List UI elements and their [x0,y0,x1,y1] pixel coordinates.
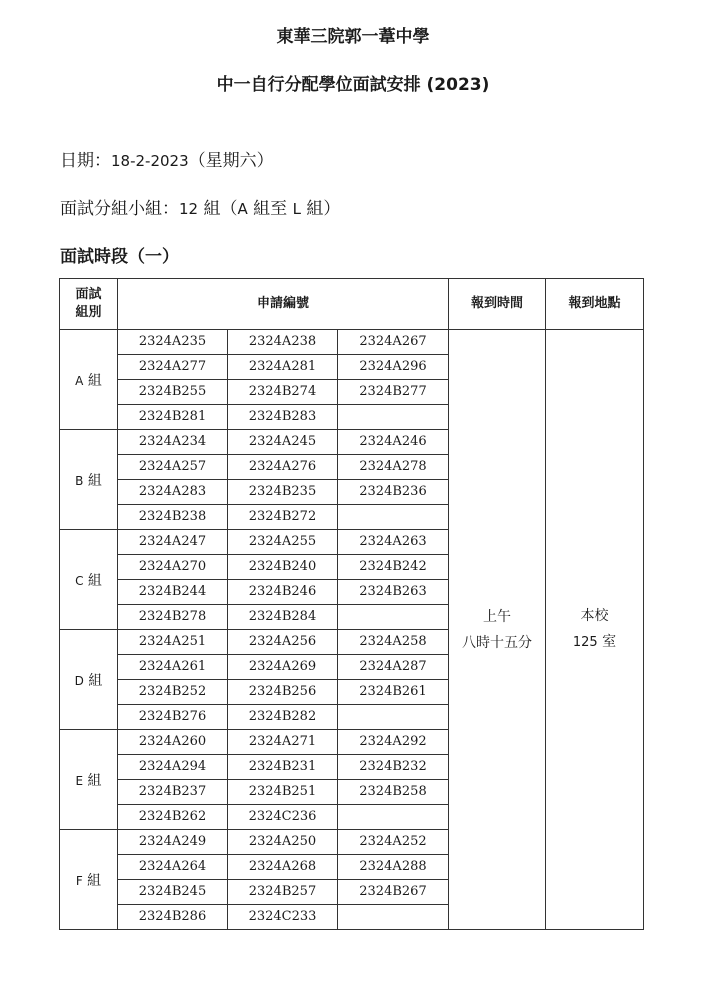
application-number-cell: 2324A260 [118,730,228,755]
application-number-cell: 2324A268 [228,855,338,880]
application-number-cell: 2324C236 [228,805,338,830]
group-cell [60,630,118,730]
document-subtitle: 中一自行分配學位面試安排 (2023) [216,75,490,95]
application-number-cell: 2324A249 [118,830,228,855]
groups-end: 組） [300,199,341,219]
application-number-cell: 2324B252 [118,680,228,705]
report-place-room-number: 125 [572,635,598,650]
application-number-cell: 2324A246 [338,430,449,455]
application-number-cell [338,505,449,530]
group-suffix: 組 [83,672,103,689]
application-number-cell: 2324B231 [228,755,338,780]
application-number-cell: 2324A269 [228,655,338,680]
application-number-cell: 2324A267 [338,330,449,355]
application-number-cell [338,905,449,930]
application-number-cell: 2324B267 [338,880,449,905]
application-number-cell: 2324A263 [338,530,449,555]
application-number-cell: 2324B238 [118,505,228,530]
group-letter: D [74,673,84,688]
application-number-cell: 2324A277 [118,355,228,380]
application-number-cell: 2324A294 [118,755,228,780]
application-number-cell [338,805,449,830]
group-cell [60,430,118,530]
application-number-cell [338,605,449,630]
application-number-cell: 2324A257 [118,455,228,480]
application-number-cell: 2324B232 [338,755,449,780]
application-number-cell: 2324B276 [118,705,228,730]
application-number-cell [338,405,449,430]
header-group: 面試 組別 [60,279,118,330]
application-number-cell: 2324A238 [228,330,338,355]
group-suffix: 組 [83,572,102,589]
application-number-cell: 2324A235 [118,330,228,355]
date-weekday: （星期六） [188,151,274,171]
application-number-cell: 2324B251 [228,780,338,805]
application-number-cell: 2324B286 [118,905,228,930]
report-time-line2: 八時十五分 [462,634,532,651]
group-letter: E [75,773,84,788]
report-place-line1: 本校 [580,608,609,624]
header-application-number: 申請編號 [118,279,449,330]
application-number-cell: 2324A281 [228,355,338,380]
report-place-room-suffix: 室 [597,634,617,650]
application-number-cell: 2324A247 [118,530,228,555]
application-number-cell: 2324A288 [338,855,449,880]
application-number-cell: 2324A270 [118,555,228,580]
session-title: 面試時段（一） [60,247,179,267]
header-report-place: 報到地點 [546,279,644,330]
application-number-cell: 2324B245 [118,880,228,905]
application-number-cell: 2324B255 [118,380,228,405]
application-number-cell: 2324A251 [118,630,228,655]
group-suffix: 組 [82,872,102,889]
table-header-row [60,279,644,330]
application-number-cell: 2324B283 [228,405,338,430]
date-value: 18-2-2023 [111,152,189,170]
group-suffix: 組 [83,472,102,489]
table-body [60,330,644,930]
application-number-cell: 2324B244 [118,580,228,605]
application-number-cell: 2324A264 [118,855,228,880]
group-cell [60,330,118,430]
report-place-cell [546,330,644,930]
application-number-cell: 2324C233 [228,905,338,930]
application-number-cell: 2324A278 [338,455,449,480]
groups-range-end: L [292,200,301,218]
application-number-cell: 2324B242 [338,555,449,580]
application-number-cell: 2324A261 [118,655,228,680]
application-number-cell: 2324A245 [228,430,338,455]
application-number-cell: 2324B240 [228,555,338,580]
application-number-cell: 2324B258 [338,780,449,805]
application-number-cell: 2324A258 [338,630,449,655]
date-line [60,146,274,171]
groups-suffix: 組（ [198,199,238,219]
application-number-cell: 2324A283 [118,480,228,505]
interview-table [59,278,644,930]
group-suffix: 組 [83,372,102,389]
application-number-cell: 2324B262 [118,805,228,830]
table-row [60,330,644,355]
application-number-cell: 2324B236 [338,480,449,505]
application-number-cell: 2324A271 [228,730,338,755]
application-number-cell: 2324B235 [228,480,338,505]
application-number-cell: 2324B256 [228,680,338,705]
document-title: 東華三院郭一葦中學 [276,27,430,47]
report-time-line1: 上午 [483,608,511,625]
group-letter: A [75,373,84,388]
application-number-cell: 2324A292 [338,730,449,755]
application-number-cell [338,705,449,730]
application-number-cell: 2324B274 [228,380,338,405]
application-number-cell: 2324B261 [338,680,449,705]
groups-count: 12 [179,200,199,218]
groups-line [60,194,340,219]
application-number-cell: 2324A276 [228,455,338,480]
group-letter: F [75,873,83,888]
group-cell [60,730,118,830]
application-number-cell: 2324A234 [118,430,228,455]
application-number-cell: 2324B272 [228,505,338,530]
application-number-cell: 2324B257 [228,880,338,905]
application-number-cell: 2324A296 [338,355,449,380]
group-letter: C [75,573,84,588]
application-number-cell: 2324B281 [118,405,228,430]
group-cell [60,530,118,630]
application-number-cell: 2324B278 [118,605,228,630]
application-number-cell: 2324B284 [228,605,338,630]
application-number-cell: 2324B263 [338,580,449,605]
group-letter: B [75,473,84,488]
groups-mid: 組至 [247,199,293,219]
application-number-cell: 2324A256 [228,630,338,655]
application-number-cell: 2324B237 [118,780,228,805]
date-label: 日期： [60,151,111,171]
application-number-cell: 2324A252 [338,830,449,855]
group-suffix: 組 [83,772,102,789]
application-number-cell: 2324B246 [228,580,338,605]
groups-label: 面試分組小組： [60,199,179,219]
groups-range-start: A [237,200,248,218]
application-number-cell: 2324A255 [228,530,338,555]
report-time-cell [449,330,546,930]
header-report-time: 報到時間 [449,279,546,330]
application-number-cell: 2324A250 [228,830,338,855]
application-number-cell: 2324B277 [338,380,449,405]
application-number-cell: 2324B282 [228,705,338,730]
group-cell [60,830,118,930]
application-number-cell: 2324A287 [338,655,449,680]
